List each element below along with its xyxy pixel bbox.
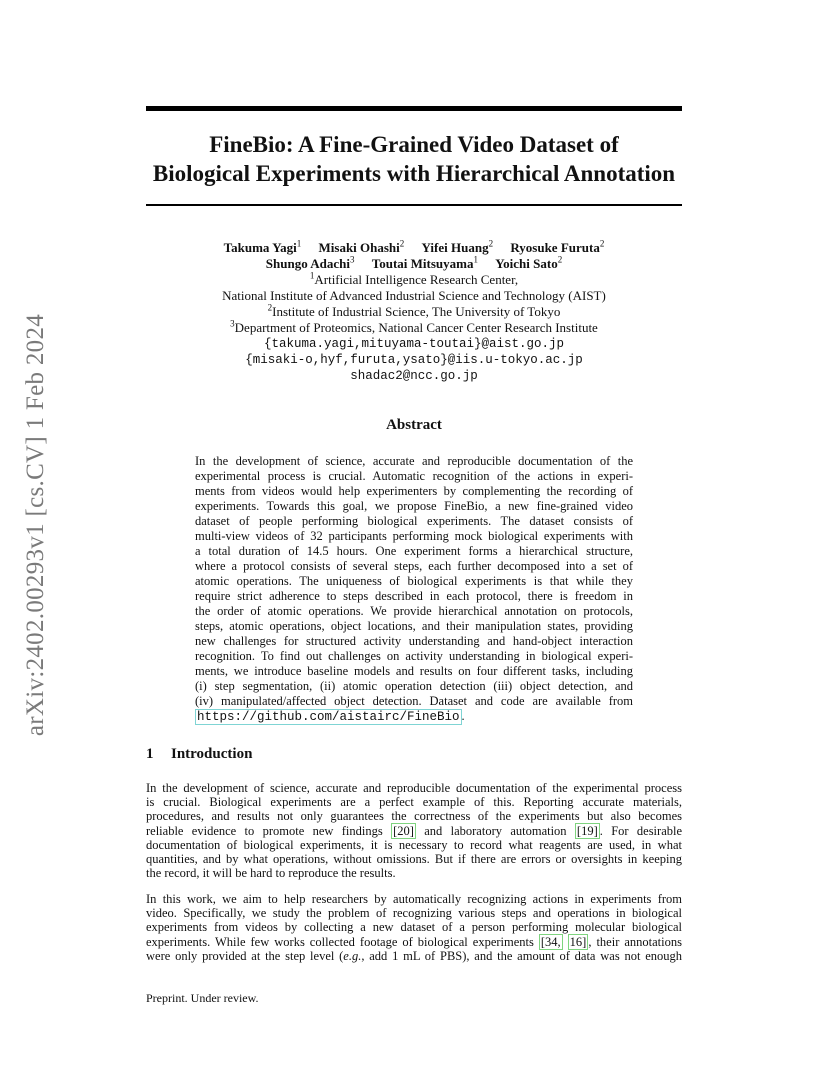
affiliation-1: $^1$Artificial Intelligence Research Center, [309, 270, 519, 287]
author-affil-sup: 1 [473, 254, 478, 265]
author-name: Takuma Yagi [223, 240, 297, 255]
abstract-line: (i) step segmentation, (ii) atomic operation detection (iii) object detection, and [195, 679, 633, 693]
abstract-line: (iv) manipulated/affected object detection. Dataset and code are available from [195, 694, 633, 708]
intro-paragraph-2 [146, 892, 682, 963]
abstract-line: atomic operations. The uniqueness of biological experiments is that while they [195, 574, 633, 588]
abstract-line: experimental process is crucial. Automatic recognition of the actions in experi- [195, 469, 633, 483]
author-name: Ryosuke Furuta [510, 240, 600, 255]
abstract-line: new challenges for structured activity understanding and hand-object interaction [195, 634, 633, 648]
author-affil-sup: 1 [296, 238, 302, 249]
arxiv-stamp [0, 0, 72, 1072]
author-name: Misaki Ohashi [318, 240, 400, 255]
section-heading-introduction [146, 746, 252, 763]
author-affil-sup: 2 [488, 238, 494, 249]
abstract-line: dataset of people performing biological experiments. The dataset consists of [195, 514, 633, 528]
author-affil-sup: 2 [399, 238, 405, 249]
affiliation-3: $^3$Department of Proteomics, National Cancer Center Research Institute [230, 318, 598, 335]
author-row-2 [146, 256, 682, 272]
section-title: Introduction [171, 746, 253, 762]
title-rule-top [146, 106, 682, 111]
author-affil-sup: 2 [599, 238, 605, 249]
abstract-line: experiments. Towards this goal, we propose FineBio, a new fine-grained video [195, 499, 633, 513]
citation-link[interactable]: [19] [576, 823, 598, 838]
abstract-line: ments, we introduce baseline models and results on four different tasks, including [195, 664, 633, 678]
author-affil-sup: 3 [349, 254, 355, 265]
author-row-1 [146, 240, 682, 256]
title-rule-bottom [146, 204, 682, 206]
citation-link[interactable]: 16] [569, 934, 587, 949]
abstract-line: a total duration of 14.5 hours. One experiment forms a hierarchical structure, [195, 544, 633, 558]
para-line: In this work, we aim to help researchers by automatically recognizing actions in experiments from [146, 892, 682, 906]
para-line: video. Specifically, we study the problem of recognizing various steps and operations in biological [146, 906, 682, 921]
abstract-line: the order of atomic operations. We provide hierarchical annotation on protocols, [195, 604, 633, 618]
abstract-line: multi-view videos of 32 participants performing mock biological experiments with [195, 529, 633, 543]
para-line: In the development of science, accurate and reproducible documentation of the experimental process [146, 781, 682, 795]
email-line-3: shadac2@ncc.go.jp [350, 369, 478, 383]
para-line: documentation of biological experiments, it is necessary to record what reagents are used, in what [146, 837, 682, 852]
abstract-body [195, 454, 633, 725]
email-line-1: {takuma.yagi,mituyama-toutai}@aist.go.jp [263, 337, 565, 351]
abstract-heading: Abstract [386, 417, 442, 433]
affiliation-1-cont: National Institute of Advanced Industrial Science and Technology (AIST) [222, 288, 606, 303]
para-line: experiments from videos by collecting a new dataset of a person performing molecular biological [146, 920, 682, 935]
para-line: experiments. While few works collected footage of biological experiments [34, 16] , their annotations [146, 934, 682, 949]
para-line: reliable evidence to promote new findings [20] and laboratory automation [19] . For desirable [146, 823, 683, 838]
abstract-line: In the development of science, accurate and reproducible documentation of the [195, 454, 633, 468]
dataset-link[interactable]: https://github.com/aistairc/FineBio [197, 710, 460, 724]
para-line: quantities, and by what operations, without omissions. But if there are errors or oversights in keeping [146, 852, 682, 867]
abstract-line: ments from videos would help experimenters by complementing the recording of [195, 484, 633, 498]
citation-link[interactable]: [34, [540, 934, 561, 949]
abstract-line: where a protocol consists of several steps, each further decomposed into a set of [195, 559, 633, 573]
title-line-2: Biological Experiments with Hierarchical Annotation [152, 161, 676, 186]
title-line-1: FineBio: A Fine-Grained Video Dataset of [209, 132, 619, 157]
citation-link[interactable]: [20] [393, 823, 414, 838]
para-line: were only provided at the step level (e.g., add 1 mL of PBS), and the amount of data was not enough [146, 948, 683, 963]
author-affil-sup: 2 [557, 254, 563, 265]
paper-title [146, 130, 682, 188]
abstract-line: steps, atomic operations, object locations, and their manipulation states, providing [195, 619, 633, 633]
arxiv-stamp-text: arXiv:2402.00293v1 [cs.CV] 1 Feb 2024 [22, 313, 49, 737]
abstract-line: require strict adherence to steps described in each protocol, there is freedom in [195, 589, 633, 603]
author-name: Yoichi Sato [495, 256, 558, 271]
affiliation-2: $^2$Institute of Industrial Science, The University of Tokyo [267, 302, 561, 319]
abstract-line: recognition. To find out challenges on activity understanding in biological experi- [195, 649, 633, 663]
preprint-footer: Preprint. Under review. [146, 991, 259, 1005]
author-name: Yifei Huang [421, 240, 489, 255]
author-name: Toutai Mitsuyama [371, 256, 474, 271]
intro-paragraph-1 [146, 781, 682, 880]
para-line: procedures, and results not only guarantees the correctness of the experiments but also becomes [146, 809, 682, 824]
para-line: the record, it will be hard to reproduce the results. [146, 866, 396, 881]
section-number: 1 [146, 746, 154, 762]
author-block [146, 240, 682, 384]
abstract-last-line: https://github.com/aistairc/FineBio . [197, 709, 465, 724]
para-line: is crucial. Biological experiments are a perfect example of this. Reporting accurate materials, [146, 795, 682, 810]
email-line-2: {misaki-o,hyf,furuta,ysato}@iis.u-tokyo.ac.jp [245, 353, 583, 367]
author-name: Shungo Adachi [265, 256, 350, 271]
